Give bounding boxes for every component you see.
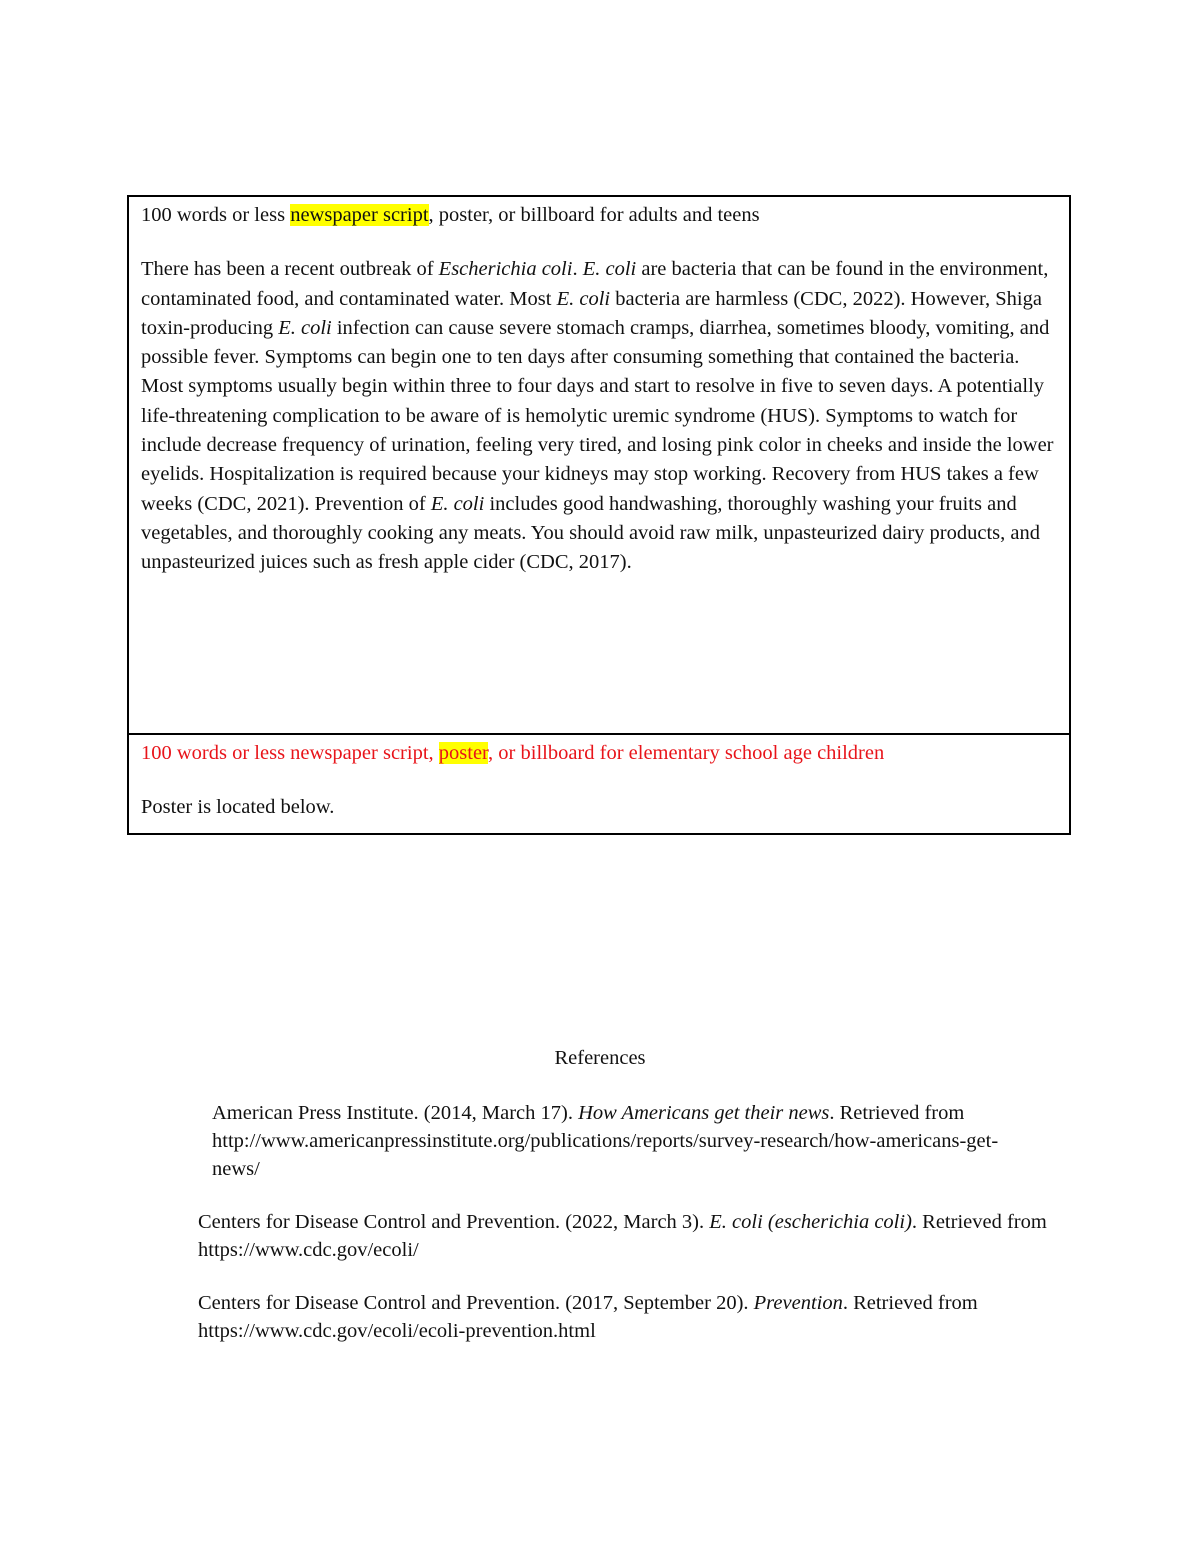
reference-entry (198, 1289, 1048, 1345)
poster-note: Poster is located below. (141, 796, 335, 819)
italic-text: Escherichia coli (438, 258, 573, 281)
text-run: American Press Institute. (2014, March 17). (212, 1102, 579, 1124)
italic-text: E. coli (escherichia coli) (709, 1211, 912, 1233)
italic-text: E. coli (556, 287, 611, 310)
italic-text: How Americans get their news (578, 1102, 830, 1124)
italic-text: Prevention (753, 1292, 843, 1314)
text-run: . (572, 258, 583, 281)
references-title: References (554, 1047, 646, 1069)
reference-entry (212, 1099, 1042, 1183)
text-run: Centers for Disease Control and Prevention. (2017, September 20). (198, 1292, 754, 1314)
children-cell (129, 735, 1069, 833)
italic-text: E. coli (582, 258, 637, 281)
ecoli-script-body (141, 255, 1057, 577)
adults-teens-heading: 100 words or less newspaper script, poster, or billboard for adults and teens (141, 204, 760, 226)
text-run: There has been a recent outbreak of (141, 258, 439, 281)
reference-entry (198, 1208, 1048, 1264)
highlighted-text: poster (438, 742, 489, 764)
highlighted-text: newspaper script (290, 204, 429, 226)
italic-text: E. coli (278, 316, 332, 339)
children-heading: 100 words or less newspaper script, poster, or billboard for elementary school age children (141, 742, 885, 764)
text-run: . Retrieved from https://www.cdc.gov/ecoli/ (198, 1211, 1047, 1261)
text-run: includes good handwashing, thoroughly washing your fruits and vegetables, and thoroughly cooking any meats. You should avoid raw milk, unpasteurized dairy products, and unpasteurized juices such as fresh apple cider (CDC, 2017). (141, 492, 1040, 574)
assignment-table (127, 195, 1071, 835)
adults-teens-cell (129, 197, 1069, 735)
text-run: are bacteria that can be found in the environment, contaminated food, and contaminated water. Most (141, 258, 1049, 310)
text-run: Centers for Disease Control and Prevention. (2022, March 3). (198, 1211, 710, 1233)
text-run: bacteria are harmless (CDC, 2022). However, Shiga toxin-producing (141, 287, 1042, 339)
text-run: . Retrieved from http://www.americanpressinstitute.org/publications/reports/survey-research/how-americans-get-news/ (212, 1102, 999, 1180)
text-run: . Retrieved from https://www.cdc.gov/ecoli/ecoli-prevention.html (198, 1292, 978, 1342)
italic-text: E. coli (430, 492, 485, 515)
text-run: infection can cause severe stomach cramps, diarrhea, sometimes bloody, vomiting, and possible fever. Symptoms can begin one to ten days after consuming something that contained the bacteria. Most symptoms usually begin within three to four days and start to resolve in five to seven days. A potentially life-threatening complication to be aware of is hemolytic uremic syndrome (HUS). Symptoms to watch for include decrease frequency of urination, feeling very tired, and losing pink color in cheeks and inside the lower eyelids. Hospitalization is required because your kidneys may stop working. Recovery from HUS takes a few weeks (CDC, 2021). Prevention of (141, 316, 1054, 515)
